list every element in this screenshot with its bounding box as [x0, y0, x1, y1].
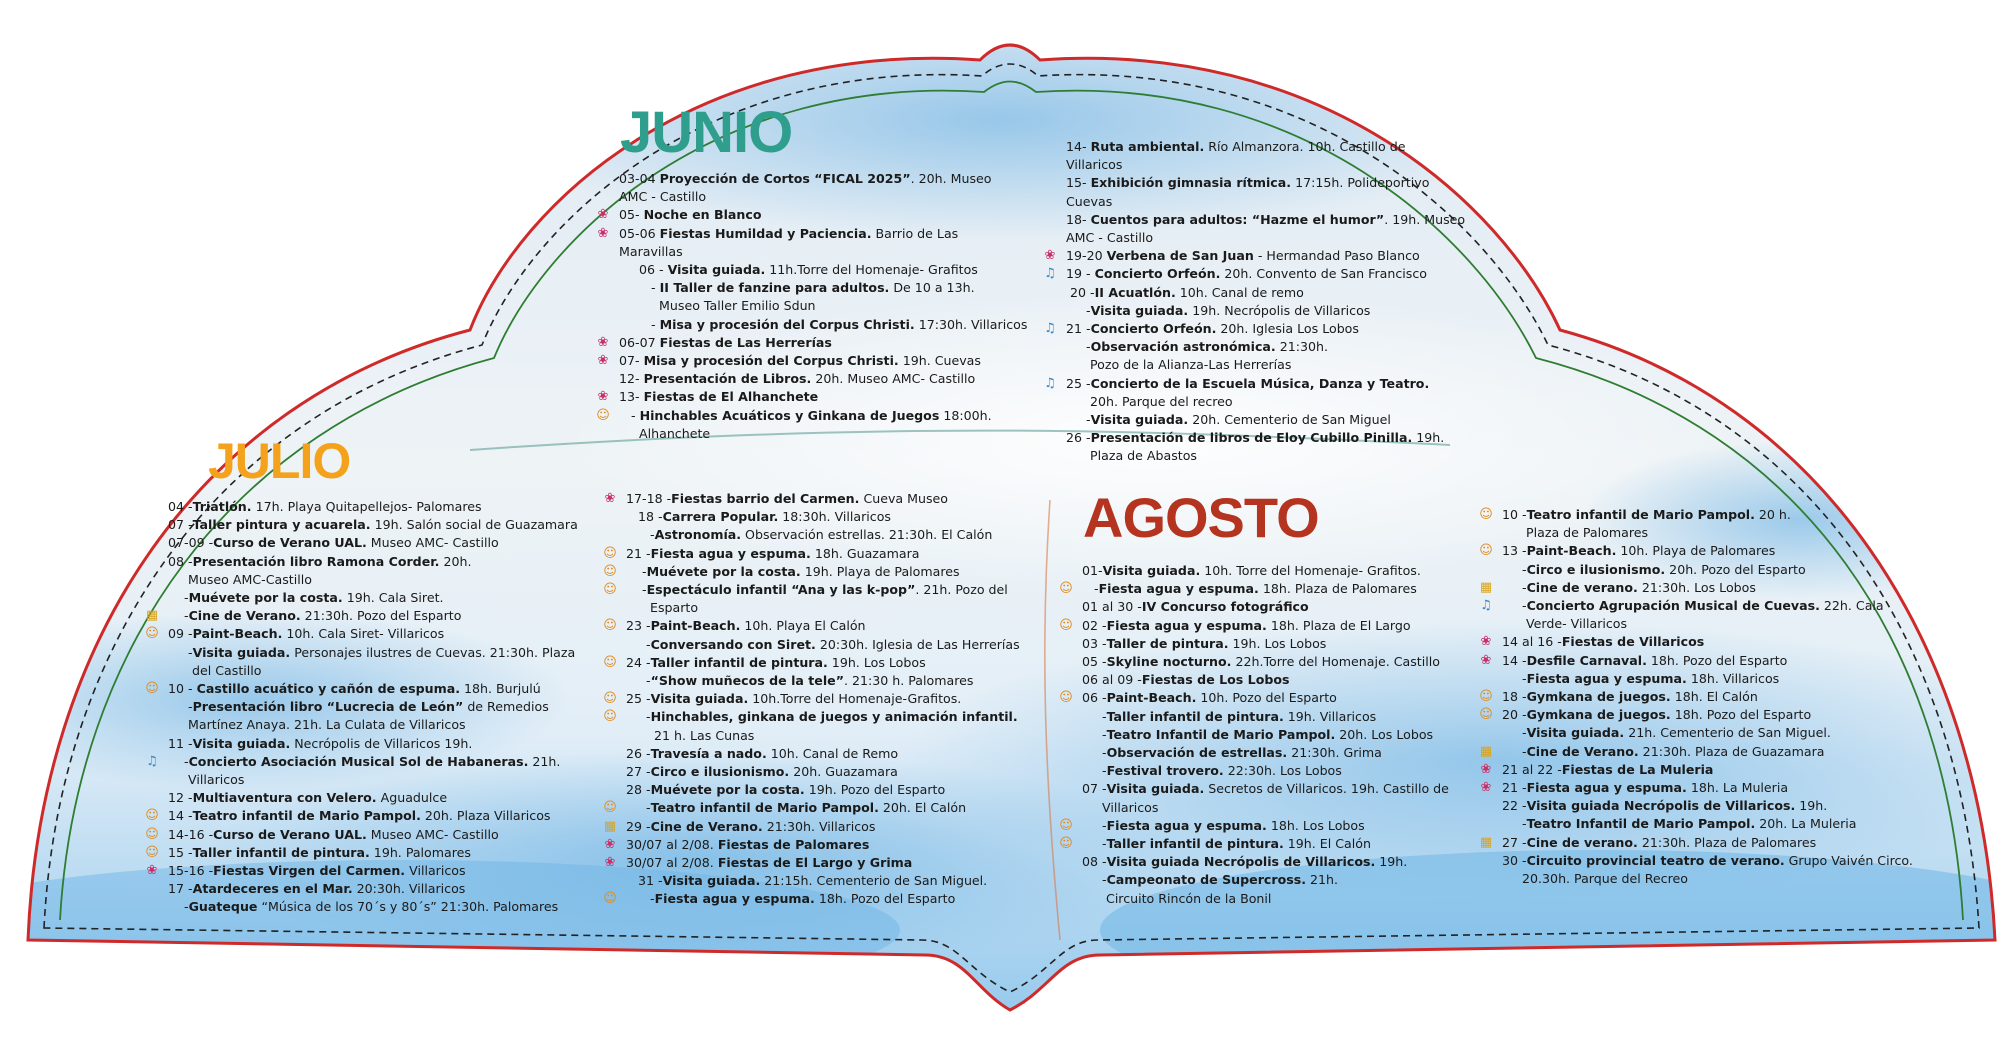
event-item: 13- Fiestas de El Alhanchete ❀	[619, 388, 1039, 406]
event-item: -Cine de Verano. 21:30h. Plaza de Guazamara ▦	[1502, 743, 1922, 761]
event-item: -Hinchables, ginkana de juegos y animación infantil. 21 h. Las Cunas ☺	[626, 708, 1026, 744]
event-item: 27 -Cine de verano. 21:30h. Plaza de Palomares ▦	[1502, 834, 1922, 852]
event-item: 18 -Gymkana de juegos. 18h. El Calón ☺	[1502, 688, 1922, 706]
child-face-icon: ☺	[145, 826, 159, 842]
event-item: -Festival trovero. 22:30h. Los Lobos	[1082, 763, 1342, 779]
event-item: 11 -Visita guiada. Necrópolis de Villaricos 19h.	[168, 735, 473, 751]
event-item: - II Taller de fanzine para adultos. De 10 a 13h. Museo Taller Emilio Sdun	[619, 280, 975, 314]
month-title-julio: JULIO	[208, 433, 351, 489]
confetti-icon: ❀	[604, 491, 616, 506]
child-face-icon: ☺	[603, 582, 617, 598]
child-face-icon: ☺	[603, 654, 617, 670]
event-item: -“Show muñecos de la tele”. 21:30 h. Palomares	[626, 673, 974, 689]
month-title-agosto: AGOSTO	[1083, 486, 1319, 549]
event-item: 14 al 16 -Fiestas de Villaricos ❀	[1502, 633, 1922, 651]
child-face-icon: ☺	[1059, 836, 1073, 852]
event-item: -Taller infantil de pintura. 19h. El Calón ☺	[1082, 835, 1482, 853]
agosto-column-2	[1479, 506, 1922, 888]
event-item: 06 -Paint-Beach. 10h. Pozo del Esparto ☺	[1082, 689, 1482, 707]
event-item: -Espectáculo infantil “Ana y las k-pop”. 21h. Pozo del Esparto ☺	[626, 581, 1026, 617]
event-item: 05- Noche en Blanco ❀	[619, 206, 1039, 224]
confetti-icon: ❀	[597, 225, 609, 241]
event-item: 14- Ruta ambiental. Río Almanzora. 10h. Castillo de Villaricos	[1066, 139, 1406, 173]
event-item: -Cine de Verano. 21:30h. Pozo del Esparto ▦	[168, 607, 598, 625]
child-face-icon: ☺	[603, 618, 617, 634]
event-item: 14 -Teatro infantil de Mario Pampol. 20h. Plaza Villaricos ☺	[168, 807, 598, 825]
event-item: 21 -Fiesta agua y espuma. 18h. La Muleria ❀	[1502, 779, 1922, 797]
event-item: -Fiesta agua y espuma. 18h. Pozo del Esparto ☺	[626, 890, 1026, 908]
event-item: 26 -Travesía a nado. 10h. Canal de Remo	[626, 745, 899, 761]
event-item: 30 -Circuito provincial teatro de verano. Grupo Vaivén Circo. 20.30h. Parque del Recreo	[1502, 852, 1913, 887]
child-face-icon: ☺	[1479, 543, 1493, 559]
event-item: -Observación de estrellas. 21:30h. Grima	[1082, 745, 1382, 761]
event-item: 20 -Gymkana de juegos. 18h. Pozo del Esparto ☺	[1502, 706, 1922, 724]
event-item: 17-18 -Fiestas barrio del Carmen. Cueva Museo ❀	[626, 490, 1026, 508]
confetti-icon: ❀	[1480, 634, 1492, 650]
child-face-icon: ☺	[603, 691, 617, 707]
junio-column-1	[596, 170, 1039, 443]
child-face-icon: ☺	[145, 681, 159, 697]
child-face-icon: ☺	[603, 709, 617, 725]
event-item: 30/07 al 2/08. Fiestas de El Largo y Grima ❀	[626, 854, 1026, 872]
event-item: 15- Exhibición gimnasia rítmica. 17:15h. Polideportivo Cuevas	[1066, 175, 1430, 209]
event-item: 12- Presentación de Libros. 20h. Museo AMC- Castillo	[619, 371, 976, 387]
event-item: 21 -Fiesta agua y espuma. 18h. Guazamara ☺	[626, 545, 1026, 563]
event-item: 27 -Circo e ilusionismo. 20h. Guazamara	[626, 764, 898, 780]
event-item: -Circo e ilusionismo. 20h. Pozo del Esparto	[1502, 561, 1806, 577]
child-face-icon: ☺	[145, 844, 159, 860]
event-item: 12 -Multiaventura con Velero. Aguadulce	[168, 790, 448, 806]
event-item: -Campeonato de Supercross. 21h. Circuito Rincón de la Bonil	[1082, 872, 1339, 906]
music-note-icon: ♫	[1044, 266, 1056, 282]
child-face-icon: ☺	[145, 808, 159, 824]
event-item: -Fiesta agua y espuma. 18h. Los Lobos ☺	[1082, 817, 1482, 835]
event-item: 23 -Paint-Beach. 10h. Playa El Calón ☺	[626, 617, 1026, 635]
event-item: -Visita guiada. 21h. Cementerio de San Miguel.	[1502, 725, 1831, 741]
confetti-icon: ❀	[1480, 780, 1492, 796]
event-item: -Observación astronómica. 21:30h. Pozo de la Alianza-Las Herrerías	[1066, 339, 1329, 373]
event-item: 03-04 Proyección de Cortos “FICAL 2025”. 20h. Museo AMC - Castillo	[619, 171, 992, 205]
event-item: 22 -Visita guiada Necrópolis de Villaricos. 19h.	[1502, 798, 1828, 814]
event-item: 05 -Skyline nocturno. 22h.Torre del Homenaje. Castillo	[1082, 654, 1440, 670]
event-item: -Guateque “Música de los 70´s y 80´s” 21:30h. Palomares	[168, 899, 559, 915]
event-item: 08 -Visita guiada Necrópolis de Villaricos. 19h.	[1082, 854, 1408, 870]
event-item: 26 -Presentación de libros de Eloy Cubillo Pinilla. 19h. Plaza de Abastos	[1066, 430, 1445, 464]
child-face-icon: ☺	[603, 800, 617, 816]
child-face-icon: ☺	[1059, 581, 1073, 597]
confetti-icon: ❀	[604, 836, 616, 852]
event-item: 04 -Triatlón. 17h. Playa Quitapellejos- Palomares	[168, 499, 482, 514]
event-item: 31 -Visita guiada. 21:15h. Cementerio de San Miguel.	[626, 873, 988, 889]
event-item: - Misa y procesión del Corpus Christi. 17:30h. Villaricos	[619, 316, 1028, 332]
clapperboard-icon: ▦	[603, 818, 617, 834]
confetti-icon: ❀	[146, 863, 158, 879]
event-item: 30/07 al 2/08. Fiestas de Palomares ❀	[626, 836, 1026, 854]
event-item: 07 -Taller pintura y acuarela. 19h. Salón social de Guazamara	[168, 517, 578, 533]
event-item: 25 -Concierto de la Escuela Música, Danza y Teatro. 20h. Parque del recreo ♫	[1066, 375, 1486, 411]
music-note-icon: ♫	[1480, 598, 1492, 614]
event-item: 20 -II Acuatlón. 10h. Canal de remo	[1066, 284, 1304, 300]
event-item: 15-16 -Fiestas Virgen del Carmen. Villaricos ❀	[168, 862, 598, 880]
event-item: 09 -Paint-Beach. 10h. Cala Siret- Villaricos ☺	[168, 625, 598, 643]
event-item: 28 -Muévete por la costa. 19h. Pozo del Esparto	[626, 782, 946, 798]
event-item: -Taller infantil de pintura. 19h. Villaricos	[1082, 708, 1377, 724]
event-item: -Presentación libro “Lucrecia de León” de Remedios Martínez Anaya. 21h. La Culata de Villaricos	[168, 699, 549, 733]
event-item: 19 - Concierto Orfeón. 20h. Convento de San Francisco ♫	[1066, 265, 1486, 283]
event-item: -Cine de verano. 21:30h. Los Lobos ▦	[1502, 579, 1922, 597]
event-item: 03 -Taller de pintura. 19h. Los Lobos	[1082, 635, 1327, 651]
music-note-icon: ♫	[1044, 321, 1056, 337]
event-item: 21 -Concierto Orfeón. 20h. Iglesia Los Lobos ♫	[1066, 320, 1486, 338]
event-item: 15 -Taller infantil de pintura. 19h. Palomares ☺	[168, 844, 598, 862]
child-face-icon: ☺	[145, 626, 159, 642]
event-item: -Visita guiada. 20h. Cementerio de San Miguel	[1066, 412, 1391, 428]
music-note-icon: ♫	[1044, 375, 1056, 391]
confetti-icon: ❀	[597, 389, 609, 405]
child-face-icon: ☺	[603, 545, 617, 561]
event-item: 06-07 Fiestas de Las Herrerías ❀	[619, 334, 1039, 352]
event-item: 08 -Presentación libro Ramona Corder. 20h. Museo AMC-Castillo	[168, 553, 472, 587]
event-item: 24 -Taller infantil de pintura. 19h. Los Lobos ☺	[626, 654, 1026, 672]
event-item: -Teatro Infantil de Mario Pampol. 20h. Los Lobos	[1082, 726, 1434, 742]
child-face-icon: ☺	[1479, 707, 1493, 723]
child-face-icon: ☺	[1479, 507, 1493, 522]
event-item: 07-09 -Curso de Verano UAL. Museo AMC- Castillo	[168, 535, 499, 551]
agosto-column-1	[1059, 562, 1482, 908]
julio-column-2	[603, 490, 1026, 909]
confetti-icon: ❀	[597, 207, 609, 223]
event-item: 06 al 09 -Fiestas de Los Lobos	[1082, 672, 1290, 688]
event-item: 10 -Teatro infantil de Mario Pampol. 20 h. Plaza de Palomares ☺	[1502, 506, 1922, 542]
clapperboard-icon: ▦	[1479, 579, 1493, 595]
event-item: 01-Visita guiada. 10h. Torre del Homenaje- Grafitos.	[1082, 563, 1421, 578]
event-item: -Teatro infantil de Mario Pampol. 20h. El Calón ☺	[626, 799, 1026, 817]
clapperboard-icon: ▦	[1479, 743, 1493, 759]
julio-column-1	[145, 498, 598, 917]
event-item: -Concierto Agrupación Musical de Cuevas. 22h. Cala Verde- Villaricos ♫	[1502, 597, 1922, 633]
event-item: 18- Cuentos para adultos: “Hazme el humor”. 19h. Museo AMC - Castillo	[1066, 211, 1466, 246]
confetti-icon: ❀	[1480, 652, 1492, 668]
child-face-icon: ☺	[1059, 617, 1073, 633]
child-face-icon: ☺	[596, 407, 610, 423]
event-item: -Muévete por la costa. 19h. Playa de Palomares ☺	[626, 563, 1026, 581]
event-item: 13 -Paint-Beach. 10h. Playa de Palomares ☺	[1502, 542, 1922, 560]
event-item: -Astronomía. Observación estrellas. 21:30h. El Calón	[626, 527, 993, 543]
confetti-icon: ❀	[597, 334, 609, 350]
event-item: -Fiesta agua y espuma. 18h. Villaricos	[1502, 670, 1780, 686]
event-item: 07 -Visita guiada. Secretos de Villaricos. 19h. Castillo de Villaricos	[1082, 781, 1449, 815]
junio-column-2	[1044, 138, 1486, 466]
event-item: -Visita guiada. Personajes ilustres de Cuevas. 21:30h. Plaza del Castillo	[168, 644, 576, 678]
child-face-icon: ☺	[1059, 817, 1073, 833]
event-item: 07- Misa y procesión del Corpus Christi. 19h. Cuevas ❀	[619, 352, 1039, 370]
month-title-junio: JUNIO	[620, 100, 793, 165]
event-item: 02 -Fiesta agua y espuma. 18h. Plaza de El Largo ☺	[1082, 617, 1482, 635]
clapperboard-icon: ▦	[1479, 834, 1493, 850]
event-item: 21 al 22 -Fiestas de La Muleria ❀	[1502, 761, 1922, 779]
event-item: 18 -Carrera Popular. 18:30h. Villaricos	[626, 509, 891, 525]
event-item: 10 - Castillo acuático y cañón de espuma. 18h. Burjulú ☺	[168, 680, 598, 698]
event-item: -Muévete por la costa. 19h. Cala Siret.	[168, 590, 444, 606]
event-item: 01 al 30 -IV Concurso fotográfico	[1082, 599, 1309, 615]
event-item: -Visita guiada. 19h. Necrópolis de Villaricos	[1066, 302, 1371, 318]
child-face-icon: ☺	[1059, 690, 1073, 706]
event-item: 19-20 Verbena de San Juan - Hermandad Paso Blanco ❀	[1066, 247, 1486, 265]
event-item: 14-16 -Curso de Verano UAL. Museo AMC- Castillo ☺	[168, 826, 598, 844]
confetti-icon: ❀	[597, 353, 609, 369]
event-item: -Fiesta agua y espuma. 18h. Plaza de Palomares ☺	[1082, 580, 1482, 598]
event-item: 25 -Visita guiada. 10h.Torre del Homenaje-Grafitos. ☺	[626, 690, 1026, 708]
child-face-icon: ☺	[603, 891, 617, 907]
music-note-icon: ♫	[146, 753, 158, 769]
event-item: 14 -Desfile Carnaval. 18h. Pozo del Esparto ❀	[1502, 652, 1922, 670]
child-face-icon: ☺	[1479, 689, 1493, 705]
confetti-icon: ❀	[604, 855, 616, 871]
event-item: -Concierto Asociación Musical Sol de Habaneras. 21h. Villaricos ♫	[168, 753, 598, 789]
confetti-icon: ❀	[1480, 761, 1492, 777]
event-item: 06 - Visita guiada. 11h.Torre del Homenaje- Grafitos	[619, 262, 978, 278]
event-item: 05-06 Fiestas Humildad y Paciencia. Barrio de Las Maravillas ❀	[619, 225, 1039, 261]
event-item: 29 -Cine de Verano. 21:30h. Villaricos ▦	[626, 818, 1026, 836]
event-item: -Conversando con Siret. 20:30h. Iglesia de Las Herrerías	[626, 636, 1020, 652]
event-item: - Hinchables Acuáticos y Ginkana de Juegos 18:00h. Alhanchete ☺	[619, 407, 1039, 443]
event-item: -Teatro Infantil de Mario Pampol. 20h. La Muleria	[1502, 816, 1857, 832]
child-face-icon: ☺	[603, 563, 617, 579]
clapperboard-icon: ▦	[145, 608, 159, 624]
confetti-icon: ❀	[1044, 248, 1056, 264]
event-item: 17 -Atardeceres en el Mar. 20:30h. Villaricos	[168, 881, 466, 897]
